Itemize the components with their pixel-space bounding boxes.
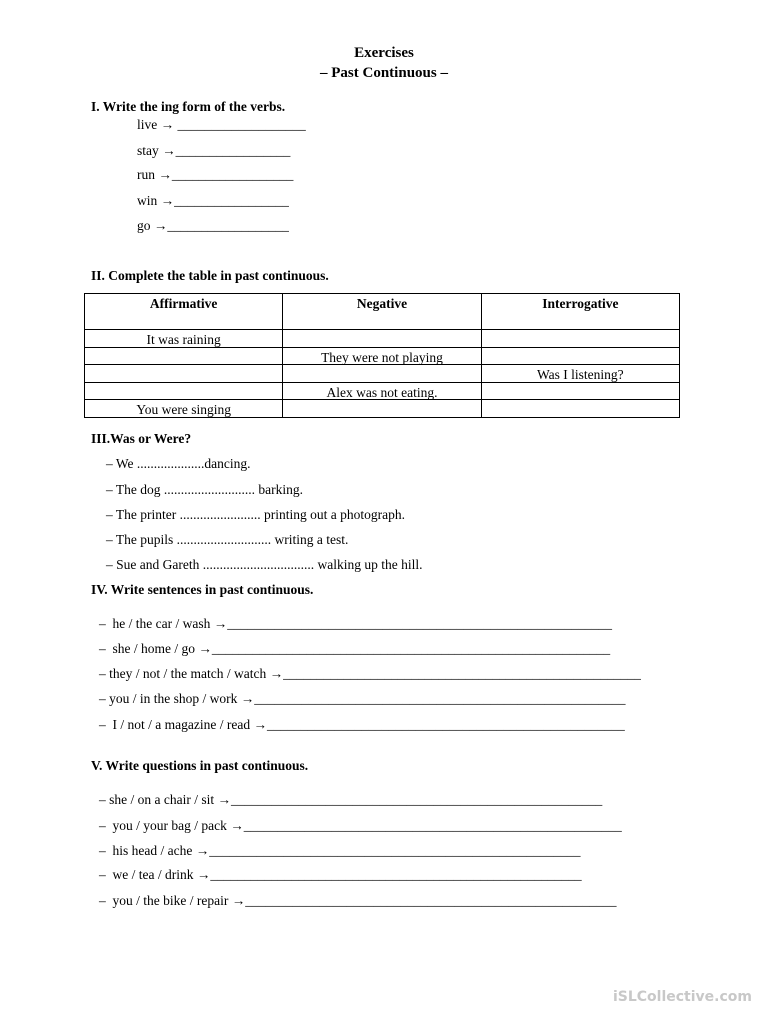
verb-item-run: run →__________________ xyxy=(137,167,294,182)
section-5-heading: V. Write questions in past continuous. xyxy=(91,758,309,773)
section-4-heading: IV. Write sentences in past continuous. xyxy=(91,582,314,597)
question-item: – we / tea / drink →_______________________________________________________ xyxy=(99,867,582,882)
table-cell: Alex was not eating. xyxy=(283,382,481,400)
past-continuous-table xyxy=(84,293,680,418)
section-3-heading: III.Was or Were? xyxy=(91,431,192,446)
sentence-item: – he / the car / wash →_________________________________________________________ xyxy=(99,616,612,631)
sentence-item: – I / not / a magazine / read →_____________________________________________________ xyxy=(99,717,625,732)
table-cell: They were not playing xyxy=(283,347,481,365)
table-cell xyxy=(283,330,481,348)
column-header-interrogative: Interrogative xyxy=(481,294,679,330)
column-header-negative: Negative xyxy=(283,294,481,330)
table-cell: Was I listening? xyxy=(481,365,679,383)
table-cell xyxy=(283,400,481,418)
table-cell: You were singing xyxy=(85,400,283,418)
page-subtitle: – Past Continuous – xyxy=(320,65,448,81)
column-header-affirmative: Affirmative xyxy=(85,294,283,330)
watermark: iSLCollective.com xyxy=(612,989,752,1005)
table-cell xyxy=(481,347,679,365)
verb-item-live: live → ___________________ xyxy=(137,117,306,132)
question-item: – you / the bike / repair →_______________________________________________________ xyxy=(99,893,617,908)
table-row xyxy=(85,382,680,400)
sentence-item: – she / home / go →___________________________________________________________ xyxy=(99,641,611,656)
question-item: – his head / ache →_______________________________________________________ xyxy=(99,843,581,858)
was-were-item: – The printer ........................ printing out a photograph. xyxy=(106,507,405,522)
question-item: – she / on a chair / sit →_______________________________________________________ xyxy=(99,792,603,807)
section-2-heading: II. Complete the table in past continuous. xyxy=(91,268,329,283)
sentence-item: – they / not / the match / watch →_____________________________________________________ xyxy=(99,666,641,681)
was-were-item: – Sue and Gareth ................................. walking up the hill. xyxy=(106,557,423,572)
table-row xyxy=(85,330,680,348)
table-cell xyxy=(85,365,283,383)
was-were-item: – The dog ........................... barking. xyxy=(106,482,303,497)
table-cell xyxy=(481,400,679,418)
question-item: – you / your bag / pack →________________________________________________________ xyxy=(99,818,622,833)
table-cell xyxy=(481,382,679,400)
table-cell xyxy=(85,382,283,400)
table-cell xyxy=(85,347,283,365)
table-cell xyxy=(283,365,481,383)
was-were-item: – The pupils ............................ writing a test. xyxy=(106,532,349,547)
table-row xyxy=(85,400,680,418)
table-cell: It was raining xyxy=(85,330,283,348)
table-row xyxy=(85,347,680,365)
table-row xyxy=(85,365,680,383)
was-were-item: – We ....................dancing. xyxy=(106,456,251,471)
verb-item-stay: stay →_________________ xyxy=(137,143,291,158)
section-1-heading: I. Write the ing form of the verbs. xyxy=(91,99,286,114)
page-title: Exercises xyxy=(354,45,414,61)
verb-item-go: go →__________________ xyxy=(137,218,289,233)
verb-item-win: win →_________________ xyxy=(137,193,289,208)
sentence-item: – you / in the shop / work →_______________________________________________________ xyxy=(99,691,626,706)
table-cell xyxy=(481,330,679,348)
table-header-row xyxy=(85,294,680,330)
